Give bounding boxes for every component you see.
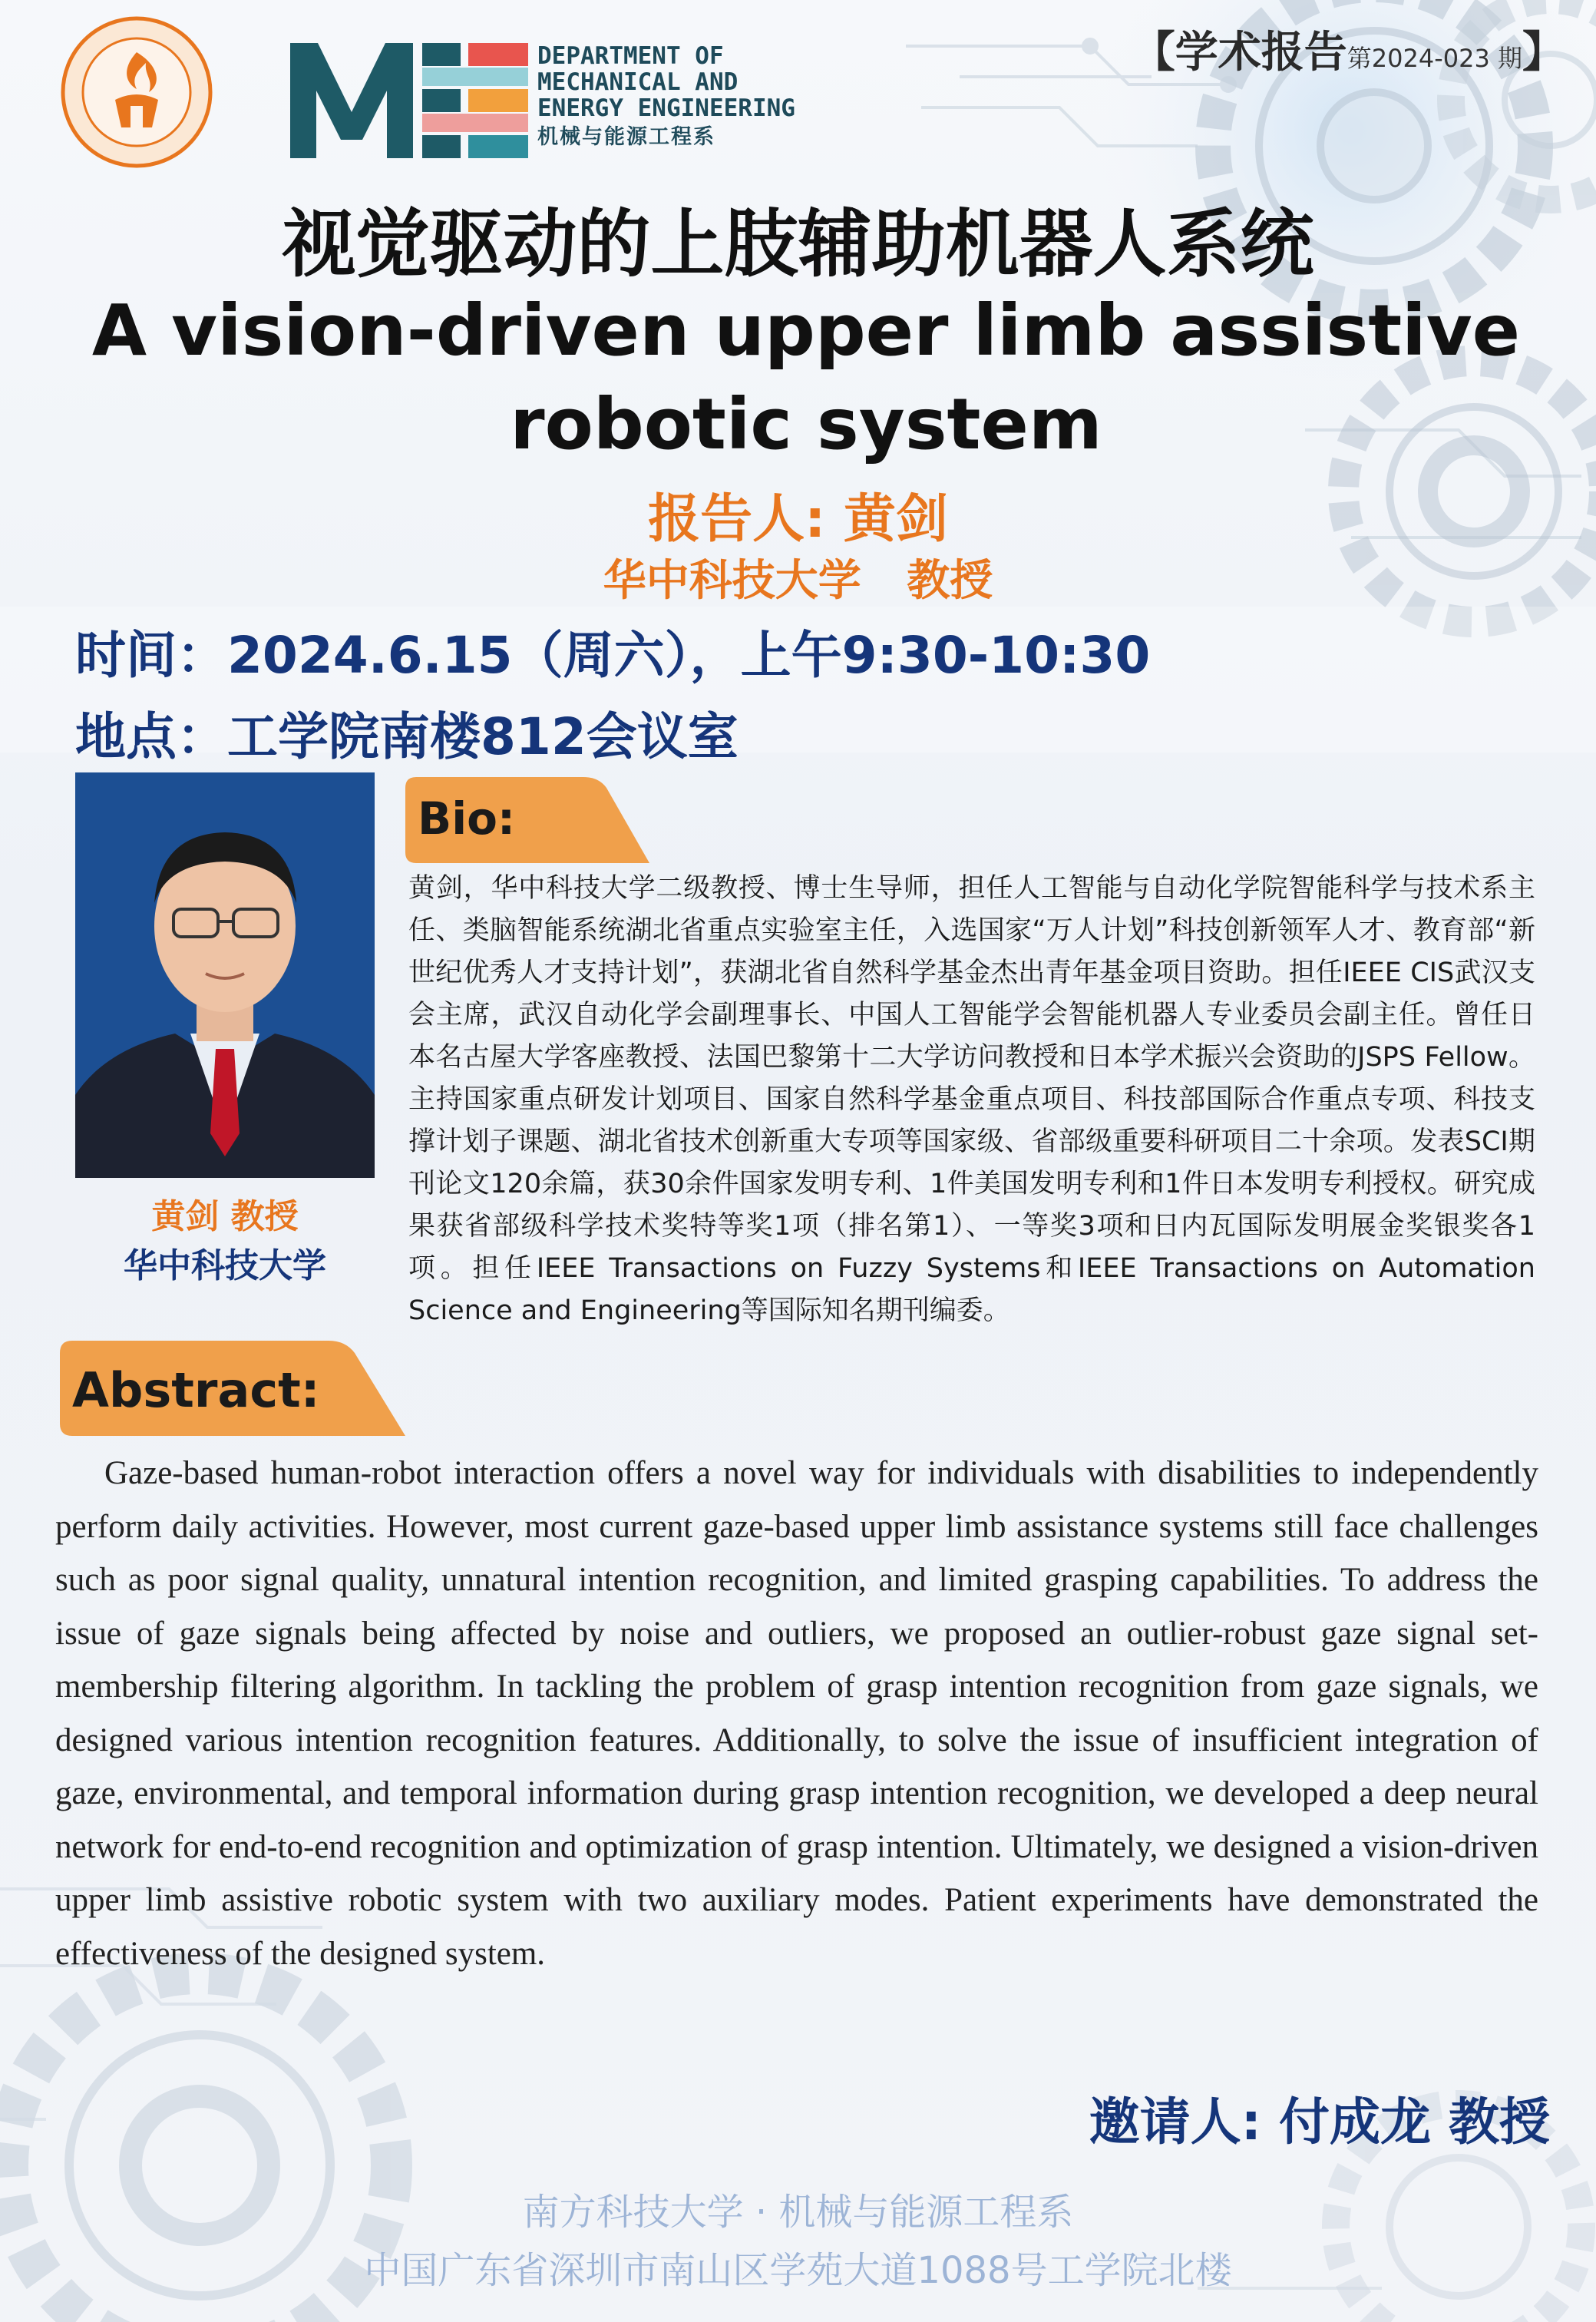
inviter: 邀请人: 付成龙 教授 [1089,2092,1550,2152]
me-department-logo [290,28,528,166]
bio-heading-tag [405,777,651,863]
portrait-illustration [75,772,375,1178]
event-place: 地点：工学院南楼812会议室 [75,707,739,766]
dept-chinese: 机械与能源工程系 [537,125,715,149]
abstract-text: Gaze-based human-robot interaction offers a novel way for individuals with disabilities to independently perform daily activities. However, most current gaze-based upper limb assistance systems still face challenges such as poor signal quality, unnatural intention recognition, and limited grasping capabilities. To address the issue of gaze signals being affected by noise and outliers, we proposed an outlier-robust gaze signal set-membership filtering algorithm. In tackling the problem of grasp intention recognition from gaze signals, we designed various intention recognition features. Additionally, to solve the issue of insufficient integration of gaze, environmental, and temporal information during grasp intention recognition, we developed a deep neural network for end-to-end recognition and optimization of grasp intention. Ultimately, we designed a vision-driven upper limb assistive robotic system with two auxiliary modes. Patient experiments have demonstrated the effectiveness of the designed system. [55,1455,1538,1972]
title-english: A vision-driven upper limb assistive robotic system [91,289,1521,465]
speaker-line: 报告人: 黄剑 [648,489,948,550]
issue-label [1132,18,1565,80]
dept-line-3: ENERGY ENGINEERING [537,94,795,122]
dept-line-2: MECHANICAL AND [537,68,739,96]
footer-address: 中国广东省深圳市南山区学苑大道1088号工学院北楼 [364,2249,1232,2292]
university-seal-logo [60,15,213,169]
speaker-affiliation: 华中科技大学 教授 [603,556,993,606]
abstract-heading-tag [60,1341,405,1436]
dept-line-1: DEPARTMENT OF [537,42,724,70]
speaker-photo [75,772,375,1178]
event-time: 时间：2024.6.15（周六），上午9:30-10:30 [75,626,1151,685]
photo-caption-name: 黄剑 教授 [151,1197,299,1236]
photo-caption-affiliation: 华中科技大学 [124,1246,326,1285]
series-close: 】 [1522,28,1565,78]
abstract-heading: Abstract: [72,1362,320,1418]
series-title: 【学术报告 [1132,28,1347,78]
issue-number: 第2024-023 期 [1347,44,1522,73]
department-name [537,43,795,150]
footer-institution: 南方科技大学 · 机械与能源工程系 [522,2191,1074,2234]
title-chinese: 视觉驱动的上肢辅助机器人系统 [282,201,1314,287]
bio-heading: Bio: [418,792,516,845]
bio-text: 黄剑，华中科技大学二级教授、博士生导师，担任人工智能与自动化学院智能科学与技术系主任、类脑智能系统湖北省重点实验室主任，入选国家“万人计划”科技创新领军人才、教育部“新世纪优秀人才支持计划”，获湖北省自然科学基金杰出青年基金项目资助。担任IEEE CIS武汉支会主席，武汉自动化学会副理事长、中国人工智能学会智能机器人专业委员会副主任。曾任日本名古屋大学客座教授、法国巴黎第十二大学访问教授和日本学术振兴会资助的JSPS Fellow。主持国家重点研发计划项目、国家自然科学基金重点项目、科技部国际合作重点专项、科技支撑计划子课题、湖北省技术创新重大专项等国家级、省部级重要科研项目二十余项。发表SCI期刊论文120余篇，获30余件国家发明专利、1件美国发明专利和1件日本发明专利授权。研究成果获省部级科学技术奖特等奖1项（排名第1）、一等奖3项和日内瓦国际发明展金奖银奖各1项。担任IEEE Transactions on Fuzzy Systems和IEEE Transactions on Automation Science and Engineering等国际知名期刊编委。 [408,873,1535,1326]
